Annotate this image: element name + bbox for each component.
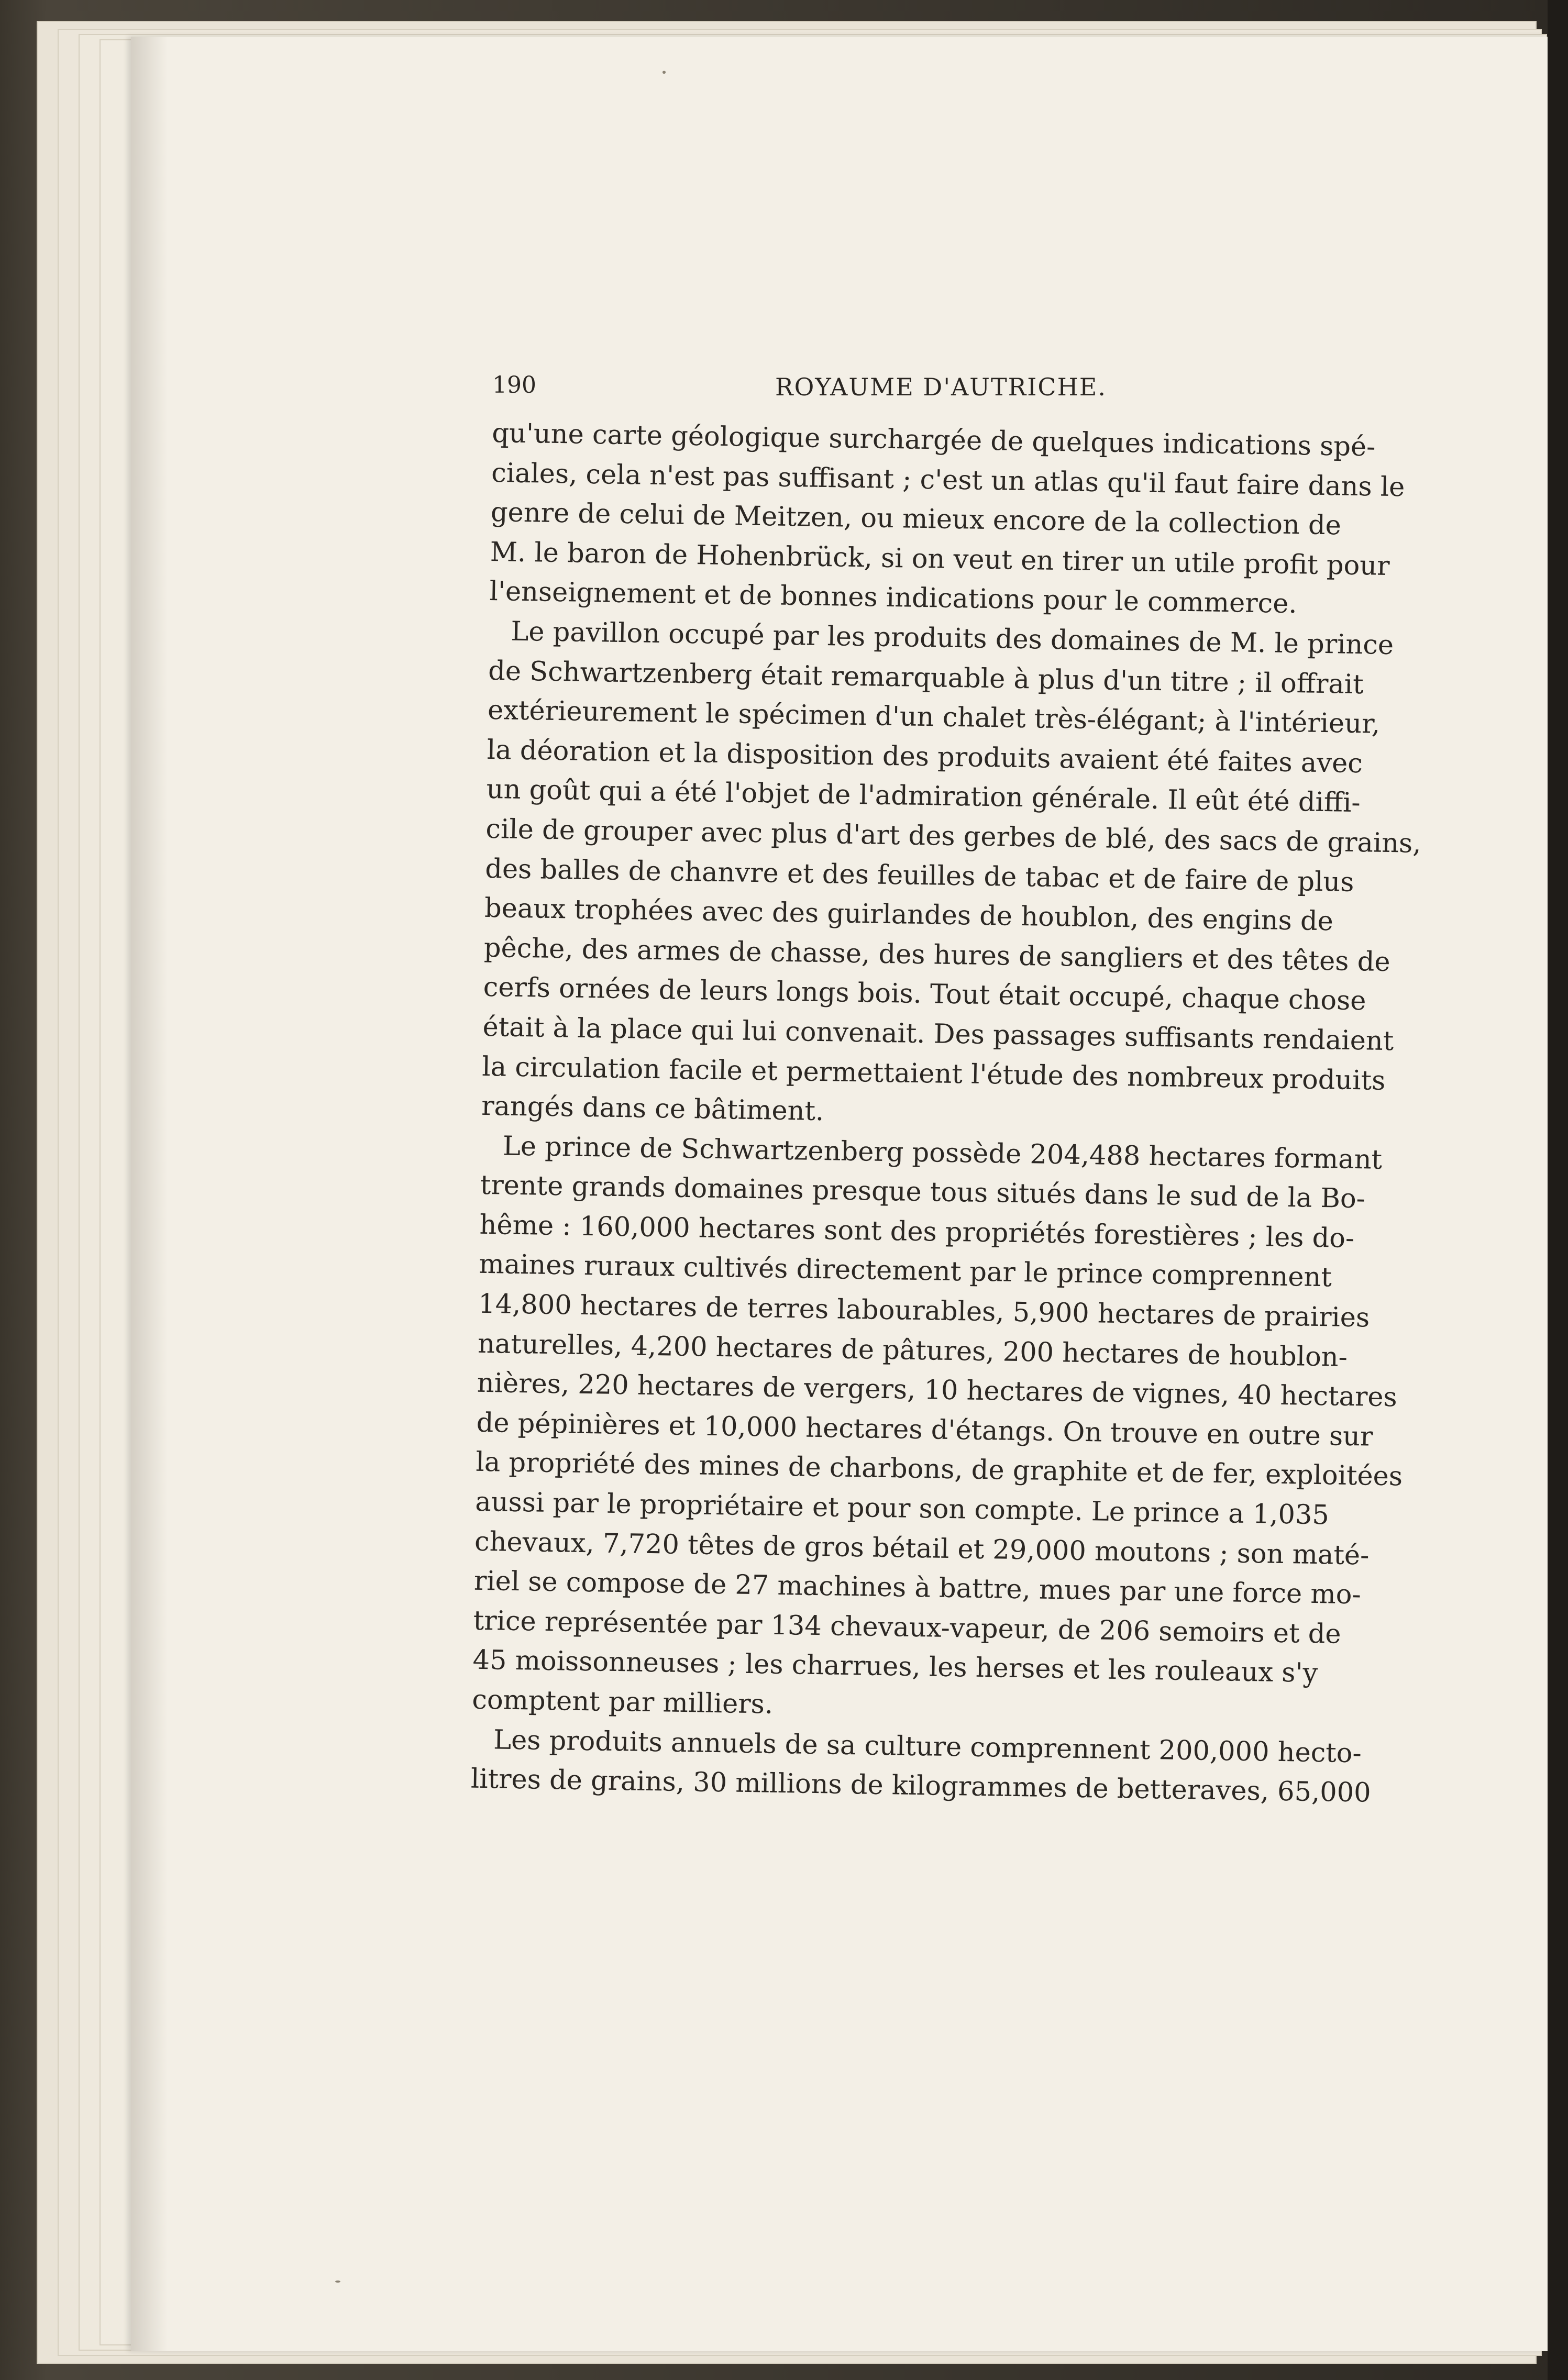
text-line: des balles de chanvre et des feuilles de tabac et de faire de plus bbox=[484, 853, 1354, 898]
text-line: genre de celui de Meitzen, ou mieux encore de la collection de bbox=[490, 497, 1342, 541]
text-line: trente grands domaines presque tous situés dans le sud de la Bo- bbox=[480, 1170, 1366, 1215]
scan-right-border bbox=[1548, 0, 1568, 2380]
text-line: cerfs ornées de leurs longs bois. Tout était occupé, chaque chose bbox=[483, 972, 1366, 1017]
text-line: nières, 220 hectares de vergers, 10 hectares de vignes, 40 hectares bbox=[477, 1368, 1398, 1413]
body-text bbox=[470, 414, 1421, 1812]
text-line: aussi par le propriétaire et pour son compte. Le prince a 1,035 bbox=[474, 1486, 1330, 1531]
text-line: beaux trophées avec des guirlandes de houblon, des engins de bbox=[484, 893, 1334, 937]
paper-speck bbox=[662, 71, 666, 74]
text-line: la déoration et la disposition des produits avaient été faites avec bbox=[487, 734, 1363, 779]
text-line: riel se compose de 27 machines à battre, mues par une force mo- bbox=[473, 1565, 1362, 1611]
text-line: extérieurement le spécimen d'un chalet très-élégant; à l'intérieur, bbox=[487, 695, 1381, 740]
paper-speck bbox=[335, 2281, 340, 2283]
binding-shadow bbox=[131, 37, 168, 2351]
running-head bbox=[492, 367, 1330, 414]
text-line: rangés dans ce bâtiment. bbox=[481, 1090, 824, 1127]
text-line: M. le baron de Hohenbrück, si on veut en tirer un utile profit pour bbox=[490, 536, 1390, 582]
page-number: 190 bbox=[492, 372, 536, 398]
running-title: ROYAUME D'AUTRICHE. bbox=[775, 373, 1107, 401]
text-line: cile de grouper avec plus d'art des gerbes de blé, des sacs de grains, bbox=[485, 813, 1421, 859]
text-line: ciales, cela n'est pas suffisant ; c'est un atlas qu'il faut faire dans le bbox=[491, 457, 1405, 503]
text-line: la propriété des mines de charbons, de graphite et de fer, exploitées bbox=[476, 1447, 1403, 1492]
text-line: l'enseignement et de bonnes indications pour le commerce. bbox=[489, 576, 1298, 620]
text-line: litres de grains, 30 millions de kilogrammes de betteraves, 65,000 bbox=[470, 1763, 1372, 1809]
text-line: Les produits annuels de sa culture comprennent 200,000 hecto- bbox=[493, 1724, 1362, 1769]
text-line: Le prince de Schwartzenberg possède 204,488 hectares formant bbox=[502, 1131, 1383, 1176]
text-line: Le pavillon occupé par les produits des domaines de M. le prince bbox=[511, 616, 1394, 661]
text-line: comptent par milliers. bbox=[471, 1684, 774, 1720]
text-line: trice représentée par 134 chevaux-vapeur, de 206 semoirs et de bbox=[473, 1605, 1342, 1650]
text-line: 14,800 hectares de terres labourables, 5,900 hectares de prairies bbox=[478, 1288, 1370, 1334]
text-line: chevaux, 7,720 têtes de gros bétail et 29,000 moutons ; son maté- bbox=[474, 1526, 1370, 1571]
text-line: maines ruraux cultivés directement par le prince comprennent bbox=[479, 1249, 1332, 1293]
text-line: la circulation facile et permettaient l'étude des nombreux produits bbox=[481, 1051, 1386, 1097]
text-line: était à la place qui lui convenait. Des passages suffisants rendaient bbox=[482, 1011, 1394, 1057]
text-line: pêche, des armes de chasse, des hures de sangliers et des têtes de bbox=[483, 932, 1390, 978]
text-line: de Schwartzenberg était remarquable à plus d'un titre ; il offrait bbox=[488, 655, 1364, 700]
text-line: un goût qui a été l'objet de l'admiration générale. Il eût été diffi- bbox=[486, 774, 1361, 819]
text-line: hême : 160,000 hectares sont des propriétés forestières ; les do- bbox=[479, 1209, 1355, 1254]
text-line: 45 moissonneuses ; les charrues, les herses et les rouleaux s'y bbox=[472, 1645, 1318, 1689]
text-line: de pépinières et 10,000 hectares d'étangs. On trouve en outre sur bbox=[476, 1407, 1373, 1453]
text-line: qu'une carte géologique surchargée de quelques indications spé- bbox=[491, 417, 1376, 463]
text-line: naturelles, 4,200 hectares de pâtures, 200 hectares de houblon- bbox=[477, 1328, 1348, 1373]
